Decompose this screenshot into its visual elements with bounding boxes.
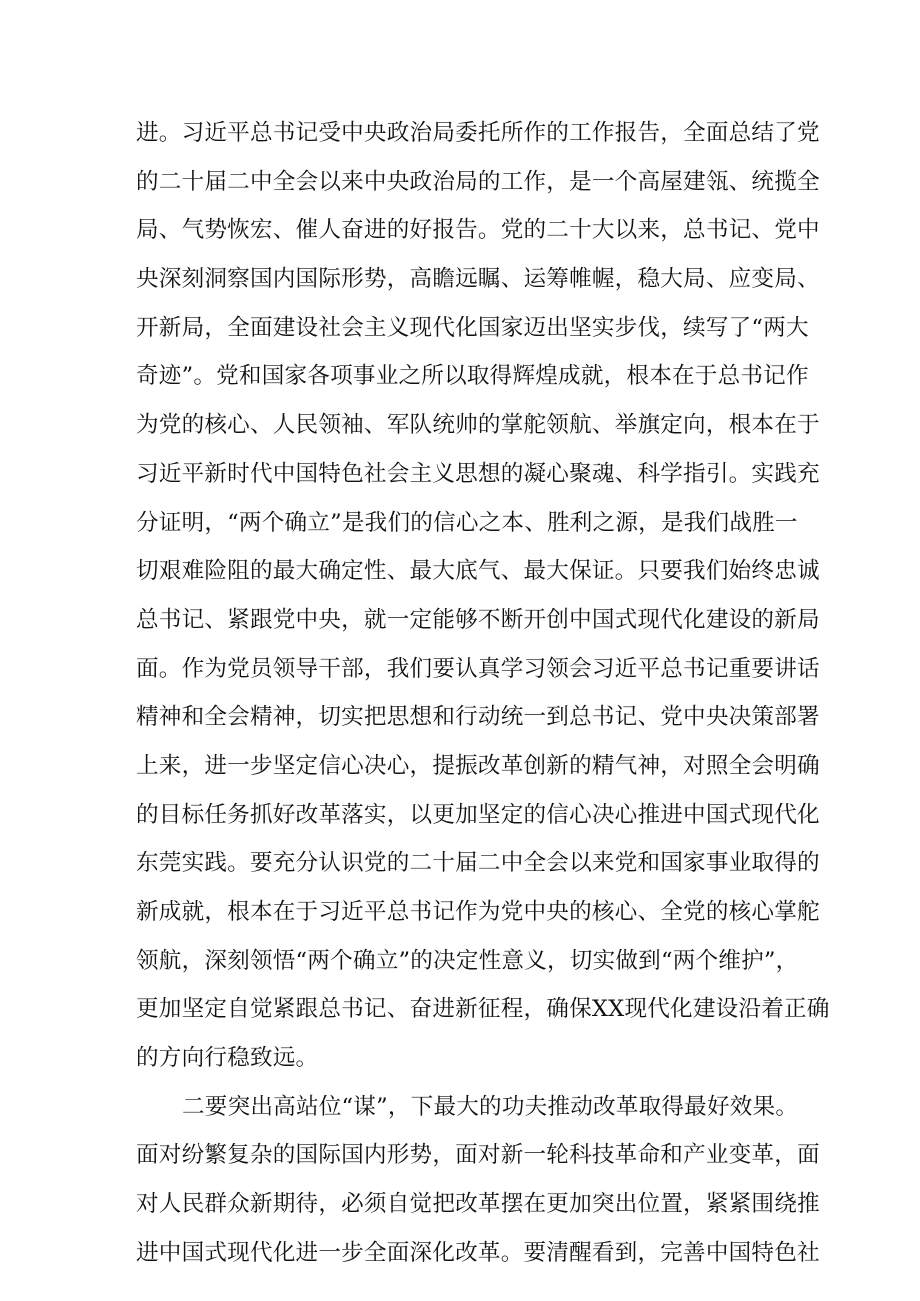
paragraph-2-line-1: 二要突出高站位“谋”，下最大的功夫推动改革取得最好效果。 [182,1093,799,1120]
paragraph-1-line-8: 习近平新时代中国特色社会主义思想的凝心聚魂、科学指引。实践充 [136,460,820,487]
paragraph-1-line-16: 东莞实践。要充分认识党的二十届二中全会以来党和国家事业取得的 [136,850,820,877]
paragraph-1-line-4: 央深刻洞察国内国际形势，高瞻远瞩、运筹帷幄，稳大局、应变局、 [136,266,820,293]
paragraph-1-line-13: 精神和全会精神，切实把思想和行动统一到总书记、党中央决策部署 [136,704,820,731]
paragraph-1-line-14: 上来，进一步坚定信心决心，提振改革创新的精气神，对照全会明确 [136,752,820,779]
paragraph-1-line-15: 的目标任务抓好改革落实，以更加坚定的信心决心推进中国式现代化 [136,801,820,828]
paragraph-1-line-17: 新成就，根本在于习近平总书记作为党中央的核心、全党的核心掌舵 [136,899,820,925]
paragraph-2-line-4: 进中国式现代化进一步全面深化改革。要清醒看到，完善中国特色社 [136,1239,820,1266]
paragraph-1-line-6: 奇迹”。党和国家各项事业之所以取得辉煌成就，根本在于总书记作 [136,363,809,390]
paragraph-1-line-9: 分证明，“两个确立”是我们的信心之本、胜利之源，是我们战胜一 [136,509,798,536]
paragraph-1-line-12: 面。作为党员领导干部，我们要认真学习领会习近平总书记重要讲话 [136,655,820,682]
paragraph-1-line-3: 局、气势恢宏、催人奋进的好报告。党的二十大以来，总书记、党中 [136,217,820,244]
paragraph-1 [136,114,830,1088]
document-body [136,114,830,1283]
paragraph-2-line-3: 对人民群众新期待，必须自觉把改革摆在更加突出位置，紧紧围绕推 [136,1191,820,1218]
paragraph-1-line-11: 总书记、紧跟党中央，就一定能够不断开创中国式现代化建设的新局 [136,606,820,633]
paragraph-1-line-19: 更加坚定自觉紧跟总书记、奋进新征程，确保XX现代化建设沿着正确 [136,996,830,1023]
paragraph-1-line-5: 开新局，全面建设社会主义现代化国家迈出坚实步伐，续写了“两大 [136,314,809,341]
paragraph-1-line-20: 的方向行稳致远。 [136,1045,319,1072]
paragraph-2-line-2: 面对纷繁复杂的国际国内形势，面对新一轮科技革命和产业变革，面 [136,1142,820,1169]
paragraph-1-line-18: 领航，深刻领悟“两个确立”的决定性意义，切实做到“两个维护”， [136,947,799,974]
paragraph-1-line-7: 为党的核心、人民领袖、军队统帅的掌舵领航、举旗定向，根本在于 [136,412,820,439]
paragraph-1-line-2: 的二十届二中全会以来中央政治局的工作，是一个高屋建瓴、统揽全 [136,168,820,195]
paragraph-1-line-10: 切艰难险阻的最大确定性、最大底气、最大保证。只要我们始终忠诚 [136,558,820,585]
paragraph-2 [136,1088,820,1283]
paragraph-1-line-1: 进。习近平总书记受中央政治局委托所作的工作报告，全面总结了党 [136,120,820,146]
